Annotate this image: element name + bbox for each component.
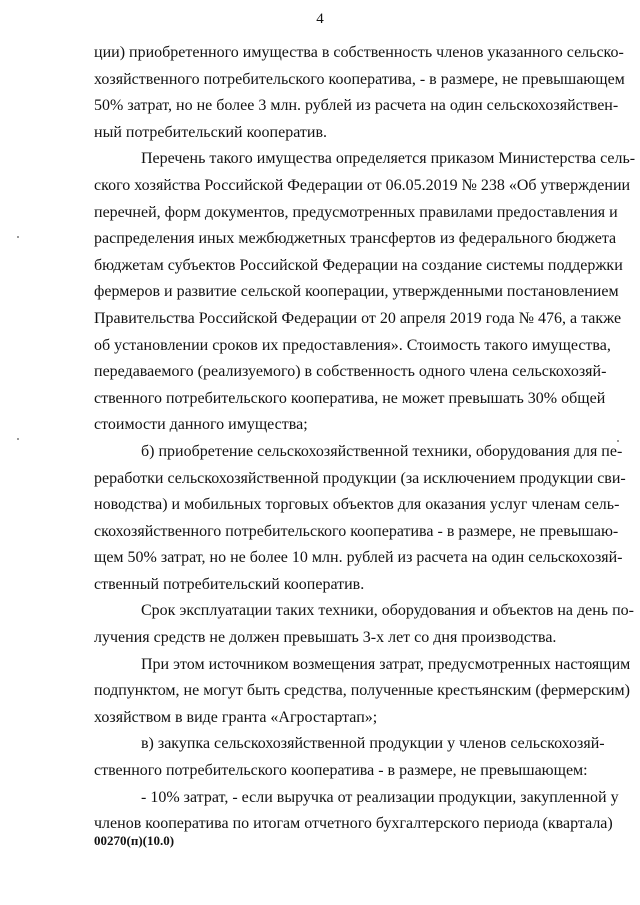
text-line: щем 50% затрат, но не более 10 млн. рублей из расчета на один сельскохозяй- [94,549,623,567]
text-line: хозяйственного потребительского кооператива, - в размере, не превышающем [94,70,625,88]
paragraph-3 [94,439,626,599]
text-line: При этом источником возмещения затрат, предусмотренных настоящим [141,655,631,673]
page-number: 4 [316,11,324,27]
text-line: ственного потребительского кооператива, не может превышать 30% общей [94,389,606,407]
text-line: ственного потребительского кооператива - в размере, не превышающем: [94,762,588,780]
document-code: 00270(п)(10.0) [94,833,175,848]
text-line: - 10% затрат, - если выручка от реализации продукции, закупленной у [141,788,619,806]
text-line: Перечень такого имущества определяется приказом Министерства сель- [141,150,636,168]
text-line: лучения средств не должен превышать 3-х лет со дня производства. [94,629,557,647]
document-body [94,40,636,838]
text-line: ственный потребительский кооператив. [94,575,365,593]
paragraph-7 [94,785,619,838]
paragraph-4 [94,598,634,651]
text-line: хозяйством в виде гранта «Агростартап»; [94,708,378,726]
text-line: ции) приобретенного имущества в собственность членов указанного сельско- [94,44,624,61]
scan-artifact [617,440,619,442]
text-line: бюджетам субъектов Российской Федерации на создание системы поддержки [94,256,623,274]
paragraph-6 [94,731,604,784]
text-line: распределения иных межбюджетных трансфертов из федерального бюджета [94,230,617,248]
scan-artifact [17,438,19,440]
paragraph-5 [94,652,631,732]
text-line: Срок эксплуатации таких техники, оборудования и объектов на день по- [141,602,634,620]
text-line: об установлении сроков их предоставления». Стоимость такого имущества, [94,336,611,354]
text-line: новодства) и мобильных торговых объектов для оказания услуг членам сель- [94,496,620,514]
text-line: реработки сельскохозяйственной продукции (за исключением продукции сви- [94,469,626,487]
text-line: 50% затрат, но не более 3 млн. рублей из расчета на один сельскохозяйствен- [94,97,619,115]
paragraph-1 [94,40,625,146]
scan-artifact [17,236,19,238]
text-line: Правительства Российской Федерации от 20 апреля 2019 года № 476, а также [94,309,622,327]
text-line: передаваемого (реализуемого) в собственность одного члена сельскохозяй- [94,363,607,381]
text-line: членов кооператива по итогам отчетного бухгалтерского периода (квартала) [94,815,613,833]
text-line: стоимости данного имущества; [94,416,308,434]
text-line: ского хозяйства Российской Федерации от 06.05.2019 № 238 «Об утверждении [94,176,631,194]
text-line: б) приобретение сельскохозяйственной техники, оборудования для пе- [141,442,623,460]
text-line: подпунктом, не могут быть средства, полученные крестьянским (фермерским) [94,682,631,700]
text-line: перечней, форм документов, предусмотренных правилами предоставления и [94,203,618,221]
text-line: скохозяйственного потребительского кооператива - в размере, не превышаю- [94,522,619,540]
text-line: в) закупка сельскохозяйственной продукции у членов сельскохозяй- [141,735,605,753]
paragraph-2 [94,146,636,439]
text-line: ный потребительский кооператив. [94,123,328,141]
text-line: фермеров и развитие сельской кооперации, утвержденными постановлением [94,283,619,301]
